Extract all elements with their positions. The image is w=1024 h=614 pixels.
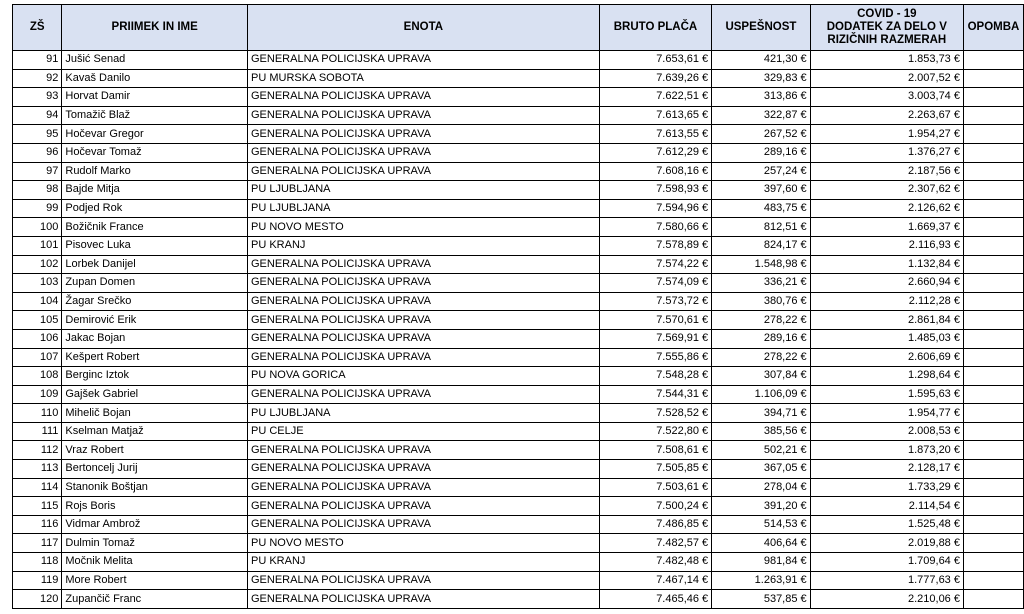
row-unit-cell: PU NOVO MESTO [248,534,600,553]
row-salary-cell: 7.578,89 € [599,236,711,255]
row-name-cell: Vraz Robert [62,441,248,460]
row-zs-cell: 91 [13,51,62,70]
row-salary-cell: 7.522,80 € [599,422,711,441]
table-row [13,515,1024,534]
row-unit-cell: PU LJUBLJANA [248,199,600,218]
row-unit-cell: GENERALNA POLICIJSKA UPRAVA [248,51,600,70]
row-performance-cell: 824,17 € [712,236,810,255]
row-performance-cell: 322,87 € [712,106,810,125]
row-zs-cell: 103 [13,274,62,293]
row-note-cell [963,69,1023,88]
row-name-cell: Pisovec Luka [62,236,248,255]
row-name-cell: Močnik Melita [62,553,248,572]
row-unit-cell: GENERALNA POLICIJSKA UPRAVA [248,571,600,590]
header-performance: USPEŠNOST [712,5,810,51]
table-row [13,236,1024,255]
row-name-cell: Stanonik Boštjan [62,478,248,497]
row-covid-cell: 1.525,48 € [810,515,963,534]
row-performance-cell: 329,83 € [712,69,810,88]
row-name-cell: Gajšek Gabriel [62,385,248,404]
row-unit-cell: GENERALNA POLICIJSKA UPRAVA [248,162,600,181]
row-covid-cell: 2.660,94 € [810,274,963,293]
row-covid-cell: 1.132,84 € [810,255,963,274]
row-performance-cell: 981,84 € [712,553,810,572]
table-row [13,497,1024,516]
row-unit-cell: PU KRANJ [248,236,600,255]
row-name-cell: Kešpert Robert [62,348,248,367]
row-name-cell: Vidmar Ambrož [62,515,248,534]
row-unit-cell: PU NOVO MESTO [248,218,600,237]
row-covid-cell: 1.733,29 € [810,478,963,497]
row-zs-cell: 109 [13,385,62,404]
table-row [13,162,1024,181]
row-performance-cell: 267,52 € [712,125,810,144]
row-performance-cell: 1.263,91 € [712,571,810,590]
table-row [13,292,1024,311]
row-salary-cell: 7.613,65 € [599,106,711,125]
table-row [13,367,1024,386]
row-zs-cell: 104 [13,292,62,311]
row-unit-cell: PU LJUBLJANA [248,181,600,200]
row-salary-cell: 7.528,52 € [599,404,711,423]
row-unit-cell: GENERALNA POLICIJSKA UPRAVA [248,88,600,107]
row-zs-cell: 98 [13,181,62,200]
row-unit-cell: GENERALNA POLICIJSKA UPRAVA [248,441,600,460]
row-unit-cell: GENERALNA POLICIJSKA UPRAVA [248,311,600,330]
row-zs-cell: 107 [13,348,62,367]
row-unit-cell: PU KRANJ [248,553,600,572]
row-salary-cell: 7.548,28 € [599,367,711,386]
row-salary-cell: 7.570,61 € [599,311,711,330]
row-note-cell [963,181,1023,200]
row-zs-cell: 117 [13,534,62,553]
row-performance-cell: 812,51 € [712,218,810,237]
row-note-cell [963,162,1023,181]
table-row [13,348,1024,367]
row-name-cell: Jušić Senad [62,51,248,70]
row-performance-cell: 483,75 € [712,199,810,218]
row-covid-cell: 1.485,03 € [810,329,963,348]
row-note-cell [963,534,1023,553]
row-performance-cell: 278,22 € [712,348,810,367]
row-covid-cell: 2.126,62 € [810,199,963,218]
row-covid-cell: 2.008,53 € [810,422,963,441]
row-note-cell [963,236,1023,255]
header-covid-line2: DODATEK ZA DELO V [826,21,947,33]
row-name-cell: More Robert [62,571,248,590]
row-unit-cell: PU NOVA GORICA [248,367,600,386]
row-zs-cell: 92 [13,69,62,88]
row-salary-cell: 7.639,26 € [599,69,711,88]
row-note-cell [963,422,1023,441]
row-salary-cell: 7.482,57 € [599,534,711,553]
row-note-cell [963,553,1023,572]
row-covid-cell: 1.954,27 € [810,125,963,144]
row-note-cell [963,51,1023,70]
row-salary-cell: 7.622,51 € [599,88,711,107]
row-performance-cell: 394,71 € [712,404,810,423]
table-row [13,329,1024,348]
row-zs-cell: 97 [13,162,62,181]
row-name-cell: Zupan Domen [62,274,248,293]
row-zs-cell: 119 [13,571,62,590]
row-note-cell [963,199,1023,218]
row-salary-cell: 7.573,72 € [599,292,711,311]
row-zs-cell: 100 [13,218,62,237]
row-note-cell [963,515,1023,534]
table-row [13,553,1024,572]
row-unit-cell: GENERALNA POLICIJSKA UPRAVA [248,292,600,311]
row-unit-cell: GENERALNA POLICIJSKA UPRAVA [248,329,600,348]
table-row [13,478,1024,497]
row-note-cell [963,367,1023,386]
row-unit-cell: GENERALNA POLICIJSKA UPRAVA [248,478,600,497]
table-row [13,255,1024,274]
row-zs-cell: 112 [13,441,62,460]
row-salary-cell: 7.555,86 € [599,348,711,367]
row-unit-cell: GENERALNA POLICIJSKA UPRAVA [248,255,600,274]
row-name-cell: Horvat Damir [62,88,248,107]
row-name-cell: Rojs Boris [62,497,248,516]
row-covid-cell: 1.669,37 € [810,218,963,237]
row-unit-cell: GENERALNA POLICIJSKA UPRAVA [248,348,600,367]
row-zs-cell: 95 [13,125,62,144]
row-salary-cell: 7.500,24 € [599,497,711,516]
table-row [13,218,1024,237]
row-performance-cell: 278,04 € [712,478,810,497]
header-covid-line1: COVID - 19 [857,8,917,20]
row-zs-cell: 101 [13,236,62,255]
row-salary-cell: 7.486,85 € [599,515,711,534]
header-covid-line3: RIZIČNIH RAZMERAH [827,34,947,46]
row-salary-cell: 7.508,61 € [599,441,711,460]
row-salary-cell: 7.503,61 € [599,478,711,497]
row-zs-cell: 106 [13,329,62,348]
row-name-cell: Bertoncelj Jurij [62,460,248,479]
row-unit-cell: GENERALNA POLICIJSKA UPRAVA [248,274,600,293]
row-performance-cell: 406,64 € [712,534,810,553]
row-name-cell: Rudolf Marko [62,162,248,181]
row-covid-cell: 2.007,52 € [810,69,963,88]
table-row [13,590,1024,609]
row-zs-cell: 96 [13,143,62,162]
row-covid-cell: 2.606,69 € [810,348,963,367]
row-performance-cell: 380,76 € [712,292,810,311]
table-row [13,460,1024,479]
row-salary-cell: 7.608,16 € [599,162,711,181]
row-note-cell [963,348,1023,367]
row-zs-cell: 111 [13,422,62,441]
row-covid-cell: 1.595,63 € [810,385,963,404]
row-name-cell: Dulmin Tomaž [62,534,248,553]
salary-table [12,4,1024,609]
table-row [13,143,1024,162]
row-note-cell [963,311,1023,330]
row-note-cell [963,385,1023,404]
row-performance-cell: 537,85 € [712,590,810,609]
row-zs-cell: 115 [13,497,62,516]
row-note-cell [963,460,1023,479]
row-performance-cell: 289,16 € [712,329,810,348]
row-covid-cell: 2.187,56 € [810,162,963,181]
row-performance-cell: 278,22 € [712,311,810,330]
table-row [13,385,1024,404]
header-covid [810,5,963,51]
row-covid-cell: 2.112,28 € [810,292,963,311]
row-name-cell: Demirović Erik [62,311,248,330]
salary-table-sheet [12,4,1024,609]
row-covid-cell: 1.954,77 € [810,404,963,423]
row-zs-cell: 108 [13,367,62,386]
table-row [13,88,1024,107]
table-row [13,571,1024,590]
row-salary-cell: 7.594,96 € [599,199,711,218]
table-row [13,311,1024,330]
row-performance-cell: 367,05 € [712,460,810,479]
row-performance-cell: 385,56 € [712,422,810,441]
row-unit-cell: GENERALNA POLICIJSKA UPRAVA [248,497,600,516]
row-performance-cell: 257,24 € [712,162,810,181]
row-name-cell: Bajde Mitja [62,181,248,200]
header-unit: ENOTA [248,5,600,51]
row-salary-cell: 7.465,46 € [599,590,711,609]
row-note-cell [963,329,1023,348]
header-salary: BRUTO PLAČA [599,5,711,51]
row-note-cell [963,478,1023,497]
row-note-cell [963,218,1023,237]
row-note-cell [963,497,1023,516]
row-name-cell: Kselman Matjaž [62,422,248,441]
row-covid-cell: 1.709,64 € [810,553,963,572]
row-salary-cell: 7.598,93 € [599,181,711,200]
row-zs-cell: 99 [13,199,62,218]
row-performance-cell: 313,86 € [712,88,810,107]
table-row [13,274,1024,293]
row-zs-cell: 120 [13,590,62,609]
row-name-cell: Tomažič Blaž [62,106,248,125]
row-zs-cell: 113 [13,460,62,479]
row-salary-cell: 7.653,61 € [599,51,711,70]
row-covid-cell: 1.298,64 € [810,367,963,386]
row-performance-cell: 514,53 € [712,515,810,534]
row-covid-cell: 2.861,84 € [810,311,963,330]
table-header-row [13,5,1024,51]
row-covid-cell: 2.019,88 € [810,534,963,553]
row-salary-cell: 7.580,66 € [599,218,711,237]
row-salary-cell: 7.569,91 € [599,329,711,348]
row-covid-cell: 2.114,54 € [810,497,963,516]
row-performance-cell: 1.548,98 € [712,255,810,274]
table-row [13,181,1024,200]
row-covid-cell: 3.003,74 € [810,88,963,107]
row-name-cell: Hočevar Gregor [62,125,248,144]
row-salary-cell: 7.613,55 € [599,125,711,144]
row-performance-cell: 397,60 € [712,181,810,200]
header-name: PRIIMEK IN IME [62,5,248,51]
row-note-cell [963,125,1023,144]
row-zs-cell: 110 [13,404,62,423]
row-salary-cell: 7.505,85 € [599,460,711,479]
row-note-cell [963,571,1023,590]
row-note-cell [963,404,1023,423]
table-row [13,106,1024,125]
table-body [13,51,1024,609]
row-salary-cell: 7.482,48 € [599,553,711,572]
row-name-cell: Jakac Bojan [62,329,248,348]
row-note-cell [963,274,1023,293]
row-note-cell [963,255,1023,274]
row-unit-cell: GENERALNA POLICIJSKA UPRAVA [248,385,600,404]
row-performance-cell: 307,84 € [712,367,810,386]
row-performance-cell: 391,20 € [712,497,810,516]
row-note-cell [963,590,1023,609]
row-name-cell: Mihelič Bojan [62,404,248,423]
header-note: OPOMBA [963,5,1023,51]
row-name-cell: Podjed Rok [62,199,248,218]
row-unit-cell: PU MURSKA SOBOTA [248,69,600,88]
row-performance-cell: 336,21 € [712,274,810,293]
row-note-cell [963,88,1023,107]
row-zs-cell: 102 [13,255,62,274]
row-note-cell [963,441,1023,460]
row-unit-cell: GENERALNA POLICIJSKA UPRAVA [248,460,600,479]
table-row [13,69,1024,88]
row-performance-cell: 421,30 € [712,51,810,70]
row-name-cell: Zupančič Franc [62,590,248,609]
row-salary-cell: 7.544,31 € [599,385,711,404]
row-unit-cell: PU CELJE [248,422,600,441]
row-name-cell: Božičnik France [62,218,248,237]
row-covid-cell: 1.777,63 € [810,571,963,590]
row-zs-cell: 105 [13,311,62,330]
table-row [13,534,1024,553]
table-row [13,199,1024,218]
row-name-cell: Žagar Srečko [62,292,248,311]
row-covid-cell: 2.116,93 € [810,236,963,255]
row-performance-cell: 502,21 € [712,441,810,460]
row-unit-cell: GENERALNA POLICIJSKA UPRAVA [248,143,600,162]
row-covid-cell: 1.853,73 € [810,51,963,70]
table-row [13,125,1024,144]
row-covid-cell: 2.128,17 € [810,460,963,479]
row-note-cell [963,143,1023,162]
row-name-cell: Berginc Iztok [62,367,248,386]
row-note-cell [963,292,1023,311]
row-zs-cell: 94 [13,106,62,125]
row-unit-cell: GENERALNA POLICIJSKA UPRAVA [248,590,600,609]
row-zs-cell: 116 [13,515,62,534]
row-covid-cell: 2.307,62 € [810,181,963,200]
table-row [13,441,1024,460]
row-salary-cell: 7.612,29 € [599,143,711,162]
row-note-cell [963,106,1023,125]
row-performance-cell: 1.106,09 € [712,385,810,404]
row-covid-cell: 2.210,06 € [810,590,963,609]
row-covid-cell: 1.376,27 € [810,143,963,162]
row-salary-cell: 7.574,09 € [599,274,711,293]
table-row [13,51,1024,70]
row-name-cell: Hočevar Tomaž [62,143,248,162]
row-performance-cell: 289,16 € [712,143,810,162]
row-unit-cell: GENERALNA POLICIJSKA UPRAVA [248,125,600,144]
row-name-cell: Lorbek Danijel [62,255,248,274]
row-salary-cell: 7.467,14 € [599,571,711,590]
row-unit-cell: GENERALNA POLICIJSKA UPRAVA [248,515,600,534]
row-zs-cell: 114 [13,478,62,497]
row-salary-cell: 7.574,22 € [599,255,711,274]
row-zs-cell: 93 [13,88,62,107]
row-zs-cell: 118 [13,553,62,572]
row-covid-cell: 1.873,20 € [810,441,963,460]
row-name-cell: Kavaš Danilo [62,69,248,88]
table-row [13,422,1024,441]
table-row [13,404,1024,423]
row-covid-cell: 2.263,67 € [810,106,963,125]
row-unit-cell: GENERALNA POLICIJSKA UPRAVA [248,106,600,125]
header-zs: ZŠ [13,5,62,51]
row-unit-cell: PU LJUBLJANA [248,404,600,423]
